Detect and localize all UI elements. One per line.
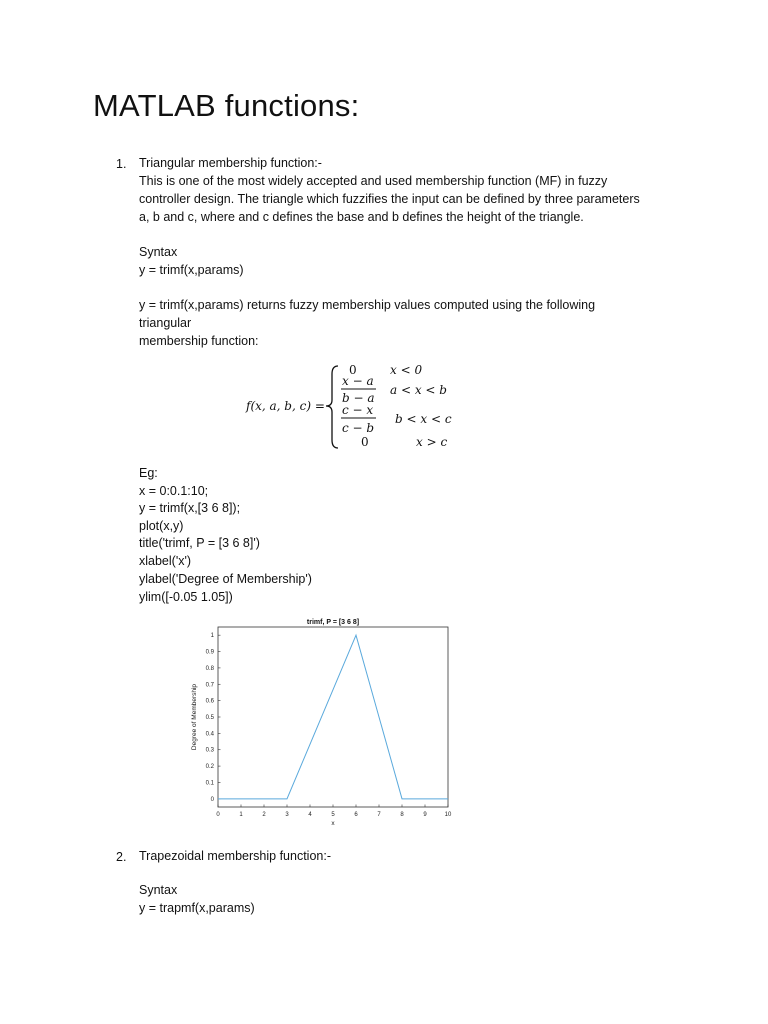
- y-tick-label: 0.6: [205, 698, 214, 705]
- example-line-1: Eg:: [139, 466, 158, 480]
- page-title: MATLAB functions:: [93, 88, 360, 123]
- case2-numerator: x − a: [342, 374, 374, 388]
- x-axis-label: x: [331, 820, 335, 827]
- chart-title: trimf, P = [3 6 8]: [306, 619, 360, 626]
- x-tick-label: 0: [216, 812, 220, 818]
- x-tick-label: 9: [423, 812, 427, 818]
- section-1-para-line-2: controller design. The triangle which fuzzifies the input can be defined by three parameters: [139, 192, 640, 206]
- case3-numerator: c − x: [342, 403, 374, 417]
- section-1-para-line-1: This is one of the most widely accepted and used membership function (MF) in fuzzy: [139, 174, 608, 188]
- formula-lhs: f(x, a, b, c) =: [246, 399, 325, 413]
- example-line-3: y = trimf(x,[3 6 8]);: [139, 501, 241, 515]
- x-tick-label: 1: [239, 812, 243, 818]
- y-tick-label: 0.8: [205, 665, 214, 672]
- desc-line-1: y = trimf(x,params) returns fuzzy membership values computed using the following: [139, 298, 596, 312]
- section-1-number: 1.: [116, 157, 127, 171]
- trimf-plot-svg: [180, 615, 460, 830]
- example-line-5: title('trimf, P = [3 6 8]'): [139, 536, 260, 550]
- y-tick-label: 0.4: [205, 731, 214, 738]
- section-2-syntax-label: Syntax: [139, 883, 178, 897]
- case4-value: 0: [361, 435, 369, 449]
- section-2-heading: Trapezoidal membership function:-: [139, 849, 331, 863]
- trimf-plot: [180, 615, 460, 830]
- section-2-syntax-line: y = trapmf(x,params): [139, 901, 255, 915]
- case2-condition: a < x < b: [390, 383, 447, 397]
- y-tick-label: 0.2: [205, 764, 214, 771]
- case3-condition: b < x < c: [395, 412, 452, 426]
- x-tick-label: 10: [444, 812, 452, 818]
- y-tick-label: 0.3: [205, 747, 214, 754]
- x-tick-label: 6: [354, 812, 358, 818]
- desc-line-3: membership function:: [139, 334, 259, 348]
- y-axis-label: Degree of Membership: [191, 683, 198, 751]
- case2-denominator: b − a: [342, 391, 375, 405]
- x-tick-label: 2: [262, 812, 266, 818]
- x-tick-label: 5: [331, 812, 335, 818]
- case4-condition: x > c: [416, 435, 448, 449]
- case1-value: 0: [349, 363, 357, 377]
- y-tick-label: 0.7: [205, 682, 214, 689]
- y-tick-label: 0.9: [205, 649, 214, 656]
- example-line-8: ylim([-0.05 1.05]): [139, 590, 233, 604]
- example-line-6: xlabel('x'): [139, 554, 192, 568]
- syntax-label: Syntax: [139, 245, 178, 259]
- y-tick-label: 0.1: [205, 780, 214, 787]
- desc-line-2: triangular: [139, 316, 192, 330]
- case1-condition: x < 0: [390, 363, 423, 377]
- x-tick-label: 8: [400, 812, 404, 818]
- example-line-2: x = 0:0.1:10;: [139, 484, 209, 498]
- example-line-7: ylabel('Degree of Membership'): [139, 572, 312, 586]
- section-2-number: 2.: [116, 850, 127, 864]
- x-tick-label: 4: [308, 812, 312, 818]
- y-tick-label: 1: [210, 633, 214, 640]
- y-tick-label: 0.5: [205, 715, 214, 721]
- section-1-para-line-3: a, b and c, where and c defines the base and b defines the height of the triangle.: [139, 210, 584, 224]
- example-line-4: plot(x,y): [139, 519, 184, 533]
- case3-denominator: c − b: [342, 421, 375, 435]
- section-1-heading: Triangular membership function:-: [139, 156, 322, 170]
- formula-brace: [326, 366, 338, 448]
- plot-axes-box: [218, 627, 448, 807]
- x-tick-label: 3: [285, 812, 289, 818]
- y-tick-label: 0: [210, 796, 214, 803]
- syntax-line: y = trimf(x,params): [139, 263, 244, 277]
- trimf-formula: [246, 362, 466, 452]
- x-tick-label: 7: [377, 812, 381, 818]
